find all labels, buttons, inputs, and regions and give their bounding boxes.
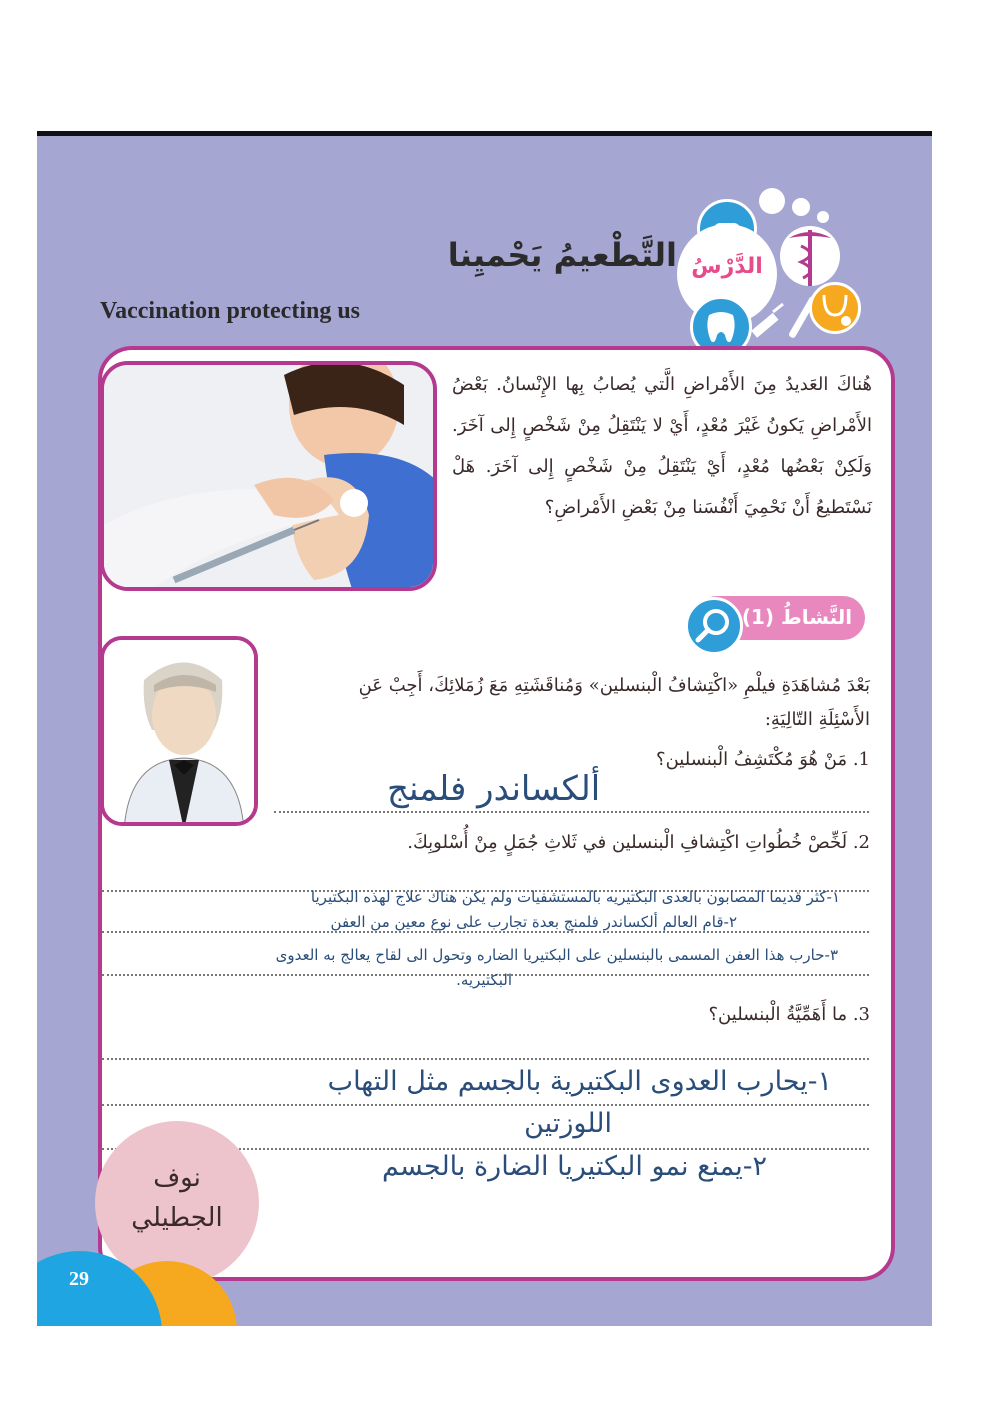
- answer-2-line-4[interactable]: البكتيريه.: [456, 971, 512, 989]
- answer-line: [102, 1058, 869, 1060]
- activity-instruction: بَعْدَ مُشاهَدَةِ فيلْمِ «اكْتِشافُ الْبنسلين» وَمُناقَشَتِهِ مَعَ زُمَلائِكَ، أَجِبْ عَنِ الأَسْئِلَةِ التّالِيَةِ:: [358, 675, 870, 730]
- page-number: 29: [69, 1268, 89, 1290]
- activity-label: النَّشاطُ (1): [741, 605, 853, 629]
- vaccination-photo: [100, 361, 437, 591]
- stethoscope-icon: [809, 282, 861, 334]
- scientist-portrait: [100, 636, 258, 826]
- student-name: [95, 1158, 259, 1238]
- question-1: 1. مَنْ هُوَ مُكْتَشِفُ الْبنسلين؟: [656, 749, 870, 770]
- answer-2-line-1[interactable]: ١-كثر قديما المصابون بالعدى البكتيريه بالمستشفيات ولم يكن هناك علاج لهذه البكتيريا: [310, 888, 840, 906]
- lesson-title: التَّطْعيمُ يَحْميِنا: [447, 236, 677, 274]
- answer-1-handwritten[interactable]: ألكساندر فلمنج: [387, 769, 601, 809]
- question-2: 2. لَخِّصْ خُطُواتِ اكْتِشافِ الْبنسلين في ثَلاثِ جُمَلٍ مِنْ أُسْلوبِكَ.: [407, 832, 870, 853]
- answer-line: [274, 811, 869, 813]
- student-name-first: نوف: [153, 1163, 201, 1193]
- magnifier-icon: [685, 597, 743, 655]
- answer-3-line-3[interactable]: ٢-يمنع نمو البكتيريا الضارة بالجسم: [381, 1151, 767, 1182]
- answer-3-line-1[interactable]: ١-يحارب العدوى البكتيرية بالجسم مثل التهاب: [327, 1066, 832, 1097]
- answer-3-line-2[interactable]: اللوزتين: [524, 1108, 612, 1139]
- answer-line: [102, 931, 869, 933]
- answer-2-line-3[interactable]: ٣-حارب هذا العفن المسمى بالبنسلين على البكتيريا الضاره وتحول الى لقاح يعالج به العدوى: [275, 946, 838, 964]
- decor-dot: [792, 198, 810, 216]
- question-3: 3. ما أَهَمِّيَّةُ الْبنسلين؟: [708, 1004, 870, 1025]
- lesson-badge-label: الدَّرْسُ: [691, 254, 763, 279]
- answer-line: [102, 1104, 869, 1106]
- textbook-page: [37, 131, 932, 1326]
- intro-paragraph: هُناكَ العَديدُ مِنَ الأَمْراضِ الَّتي يُصابُ بِها الإِنْسانُ. بَعْضُ الأَمْراضِ يَكونُ غَيْرَ مُعْدٍ، أَيْ لا يَنْتَقِلُ مِنْ شَخْصٍ إِلى آخَرَ. وَلَكِنْ بَعْضُها مُعْدٍ، أَيْ يَنْتَقِلُ مِنْ شَخْصٍ إِلى آخَرَ. هَلْ نَسْتَطيعُ أَنْ نَحْمِيَ أَنْفُسَنا مِنْ بَعْضِ الأَمْراضِ؟: [452, 374, 872, 518]
- lesson-title-english: Vaccination protecting us: [100, 298, 361, 324]
- student-name-last: الجطيلي: [131, 1203, 223, 1233]
- decor-dot: [759, 188, 785, 214]
- answer-2-line-2[interactable]: ٢-قام العالم ألكساندر فلمنج بعدة تجارب على نوع معين من العفن: [330, 913, 737, 931]
